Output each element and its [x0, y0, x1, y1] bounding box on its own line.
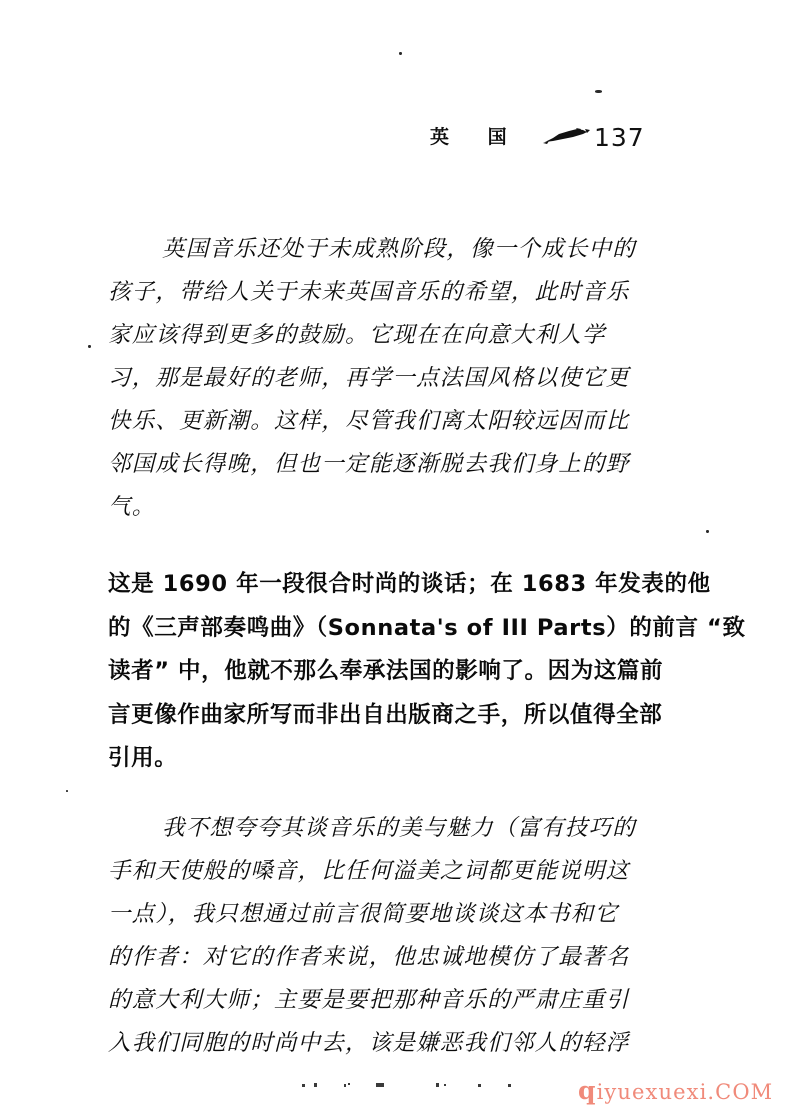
text-line: 言更像作曲家所写而非出自出版商之手，所以值得全部 — [108, 701, 663, 728]
ink-smudge-icon — [543, 128, 595, 144]
watermark-text: iyuexuexi.COM — [596, 1080, 774, 1104]
quote-paragraph-first — [108, 228, 694, 529]
text-line: 孩子，带给人关于未来英国音乐的希望，此时音乐 — [108, 279, 630, 305]
text-column — [108, 228, 746, 1065]
text-line: 的意大利大师；主要是要把那种音乐的严肃庄重引 — [108, 986, 630, 1013]
site-watermark — [578, 1076, 773, 1105]
scan-speck — [66, 790, 68, 792]
body-paragraph — [108, 563, 746, 781]
text-line-with-latin-title: 的《三声部奏鸣曲》（Sonnata's of III Parts）的前言 “致 — [108, 614, 746, 641]
scan-speck — [595, 90, 602, 93]
quote-paragraph-second — [108, 807, 694, 1065]
text-line: 邻国成长得晚，但也一定能逐渐脱去我们身上的野 — [108, 451, 630, 477]
text-line: 我不想夸夸其谈音乐的美与魅力（富有技巧的 — [162, 814, 637, 841]
text-line: 入我们同胞的时尚中去，该是嫌恶我们邻人的轻浮 — [108, 1029, 630, 1056]
text-line: 手和天使般的嗓音，比任何溢美之词都更能说明这 — [108, 857, 630, 884]
scan-speck — [88, 345, 91, 348]
text-line: 这是 1690 年一段很合时尚的谈话；在 1683 年发表的他 — [108, 571, 711, 597]
text-line: 气。 — [108, 494, 156, 520]
watermark-lead-letter: q — [578, 1076, 597, 1105]
text-line: 引用。 — [108, 745, 178, 771]
text-line: 读者” 中，他就不那么奉承法国的影响了。因为这篇前 — [108, 658, 664, 684]
text-line: 快乐、更新潮。这样，尽管我们离太阳较远因而比 — [108, 408, 630, 434]
paragraph-gap — [108, 781, 694, 807]
text-line: 英国音乐还处于未成熟阶段，像一个成长中的 — [162, 236, 637, 262]
running-head — [0, 122, 794, 162]
scan-speck — [399, 52, 402, 55]
scan-dust-row — [300, 1082, 540, 1090]
page-number: 137 — [594, 123, 645, 152]
text-line: 习，那是最好的老师，再学一点法国风格以使它更 — [108, 365, 630, 391]
text-line: 的作者：对它的作者来说，他忠诚地模仿了最著名 — [108, 943, 630, 970]
text-line: 家应该得到更多的鼓励。它现在在向意大利人学 — [108, 322, 606, 348]
running-head-title: 英 国 — [430, 126, 523, 148]
scan-speck — [706, 530, 709, 533]
paragraph-gap — [108, 529, 694, 563]
text-line: 一点），我只想通过前言很简要地谈谈这本书和它 — [108, 900, 619, 927]
